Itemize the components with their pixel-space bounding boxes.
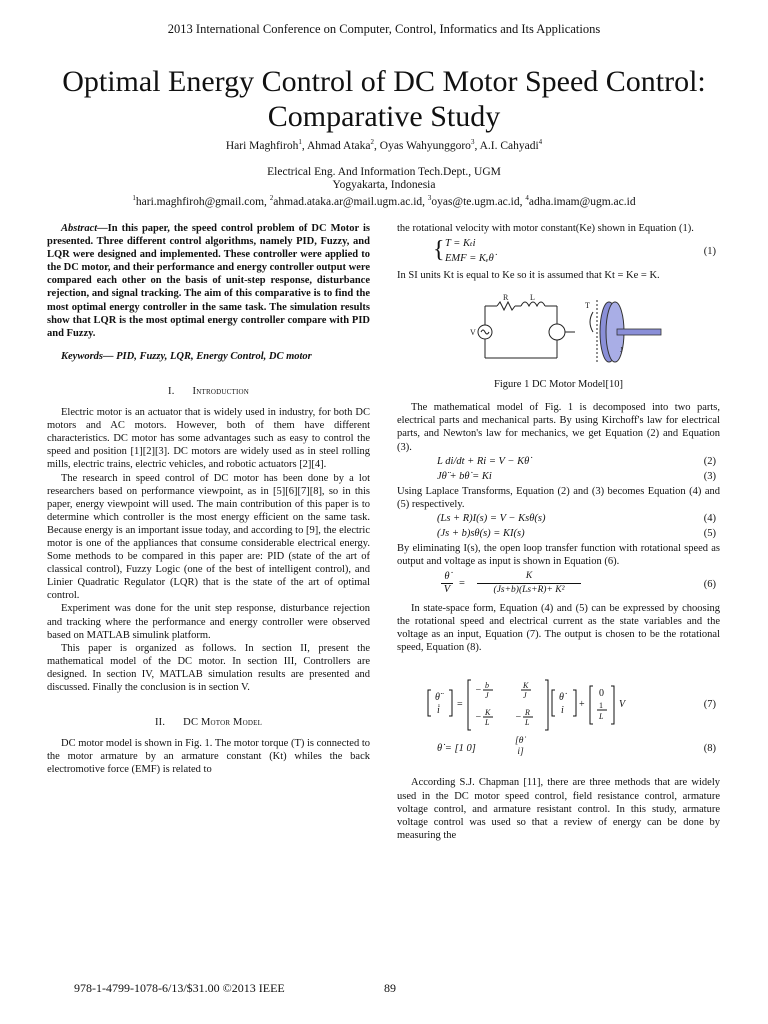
svg-text:V: V xyxy=(619,699,626,711)
author-4: A.I. Cahyadi xyxy=(479,139,539,152)
torque-label: T xyxy=(585,301,590,311)
intro-paragraph-4: This paper is organized as follows. In section II, present the mathematical model of the DC motor. In section III, Controllers are designed. In section IV, MATLAB simulation results are presented and discussed. Finally the conclusion is in section V. xyxy=(47,642,370,693)
email-2[interactable]: ahmad.ataka.ar@mail.ugm.ac.id, xyxy=(273,195,426,208)
model-paragraph-1-cont: the rotational velocity with motor constant(Ke) shown in Equation (1). xyxy=(397,223,694,234)
title-line-1: Optimal Energy Control of DC Motor Speed Control: xyxy=(62,65,706,98)
equation-3 xyxy=(397,470,720,484)
abstract-label: Abstract xyxy=(61,223,98,234)
keywords: Keywords— PID, Fuzzy, LQR, Energy Control, DC motor xyxy=(61,350,312,362)
model-paragraph-1: DC motor model is shown in Fig. 1. The motor torque (T) is connected to the motor armature by an armature constant (Kt) whiles the back electromotive force (EMF) is related to xyxy=(47,738,370,776)
email-list xyxy=(0,192,768,209)
equation-7 xyxy=(397,678,720,734)
equation-6-rhs-denominator: (Js+b)(Ls+R)+ K² xyxy=(477,583,581,597)
equation-6-lhs-denominator: V xyxy=(441,583,453,596)
affiliation xyxy=(0,166,768,209)
svg-text:−: − xyxy=(475,712,482,724)
equation-1-line-2: EMF = Kₑθ̇ xyxy=(445,253,494,265)
svg-text:L: L xyxy=(525,718,530,728)
equation-4 xyxy=(397,512,720,526)
inertia-label: J xyxy=(620,346,623,355)
svg-text:−: − xyxy=(515,712,522,724)
equation-4-number: (4) xyxy=(703,512,716,524)
email-2-sup: 2 xyxy=(269,194,274,202)
abstract-text: —In this paper, the speed control problem of DC Motor is presented. Three different control algorithms, namely PID, Fuzzy, and LQR were designed and implemented. These controller were applied to the DC motor, and their performance and energy controller output were compared each other on the basis of unit-step response, disturbance rejection, and signal tracking. The aim of this comparative is to find the most optimal energy controller in the same task. The simulation results show that LQR is the most optimal energy controller compare with PID and Fuzzy. xyxy=(47,223,370,339)
author-4-sup: 4 xyxy=(538,138,543,146)
author-2-sup: 2 xyxy=(370,138,375,146)
equation-2-number: (2) xyxy=(703,455,716,467)
svg-text:L: L xyxy=(485,718,490,728)
transfer-function-paragraph: By eliminating I(s), the open loop transfer function with rotational speed as output and voltage as input is shown in Equation (6). xyxy=(397,542,720,567)
email-4[interactable]: adha.imam@ugm.ac.id xyxy=(528,195,636,208)
svg-text:0: 0 xyxy=(599,688,604,700)
svg-text:θ̇: θ̇ xyxy=(559,692,564,704)
voltage-label: V xyxy=(470,328,476,338)
svg-text:i̇: i̇ xyxy=(437,705,440,717)
author-1-sup: 1 xyxy=(298,138,302,146)
section-2-number: II. xyxy=(154,717,166,729)
intro-paragraph-1: Electric motor is an actuator that is widely used in industry, for both DC motors and AC motors. However, both of them have different characteristics. DC motor has some advantages such as easy to control the speed and position [1][2][3]. DC motors are widely used as in steel rolling mills, electric trains, electric vehicles, and robotic actuators [2][4]. xyxy=(47,407,370,471)
section-1-title: Introduction xyxy=(192,385,249,397)
author-3: Oyas Wahyunggoro xyxy=(379,139,471,152)
svg-text:=: = xyxy=(457,699,463,711)
svg-text:1: 1 xyxy=(599,701,603,711)
email-1-sup: 1 xyxy=(132,194,136,202)
inductor-icon xyxy=(521,302,545,306)
section-2-heading xyxy=(47,716,370,729)
dc-motor-diagram xyxy=(397,292,720,372)
equation-2 xyxy=(397,455,720,469)
equation-5 xyxy=(397,527,720,541)
equation-6-lhs xyxy=(441,571,453,596)
equation-2-expr: L di/dt + Ri = V − Kθ̇ xyxy=(437,455,530,467)
equation-3-expr: Jθ̈ + bθ̇ = Ki xyxy=(437,470,492,482)
ac-wave-icon xyxy=(481,330,489,334)
svg-text:L: L xyxy=(599,712,604,722)
author-1: Hari Maghfiroh xyxy=(225,139,299,152)
state-space-matrix xyxy=(427,678,687,734)
svg-text:J: J xyxy=(523,691,527,701)
resistor-icon xyxy=(497,302,515,310)
section-2-title: DC Motor Model xyxy=(183,717,263,729)
svg-text:−: − xyxy=(475,685,482,697)
svg-text:+: + xyxy=(579,699,585,711)
svg-text:K: K xyxy=(485,708,491,718)
svg-text:J: J xyxy=(485,691,489,701)
footer-isbn: 978-1-4799-1078-6/13/$31.00 ©2013 IEEE xyxy=(74,981,285,995)
abstract xyxy=(47,222,370,340)
equation-8-expr: θ̇ = [1 0] xyxy=(437,743,476,755)
equation-6-number: (6) xyxy=(703,579,716,591)
author-3-sup: 3 xyxy=(470,138,475,146)
affiliation-dept: Electrical Eng. And Information Tech.Dept., UGM xyxy=(267,166,501,178)
intro-paragraph-3: Experiment was done for the unit step response, disturbance rejection and tracking where the performance and energy controller were observed based on MATLAB simulink platform. xyxy=(47,603,370,641)
circuit-schematic xyxy=(478,302,575,358)
resistor-label: R xyxy=(503,293,509,303)
equation-1-line-1: T = Kₜi xyxy=(445,238,476,250)
email-3-sup: 3 xyxy=(427,194,432,202)
motor-icon xyxy=(549,324,565,340)
rotor-assembly xyxy=(590,300,661,364)
email-1[interactable]: hari.maghfiroh@gmail.com, xyxy=(135,195,267,208)
model-paragraph-2: The mathematical model of Fig. 1 is decomposed into two parts, electrical parts and mechanical parts. By using Kirchoff's law for electrical parts, and Newton's law for mechanics, we get Equation (2) and Equation (3). xyxy=(397,402,720,453)
author-2: Ahmad Ataka xyxy=(306,139,371,152)
equation-6: $\frac{\thetȧ}{V}$ = $\frac{K}{\text{(Js+b)(Ls+R)+ K²}}$ (6) xyxy=(397,571,720,599)
figure-1-caption: Figure 1 DC Motor Model[10] xyxy=(494,379,623,391)
right-column xyxy=(397,222,720,842)
equation-8-number: (8) xyxy=(703,743,716,755)
email-3[interactable]: oyas@te.ugm.ac.id, xyxy=(431,195,523,208)
equation-6-rhs xyxy=(477,570,581,597)
affiliation-city: Yogyakarta, Indonesia xyxy=(332,179,436,191)
equation-6-lhs-numerator: θ̇ xyxy=(444,571,450,583)
equation-8-vector: [θ̇ i] xyxy=(515,736,524,758)
section-1-heading xyxy=(47,385,370,398)
section-1-number: I. xyxy=(168,385,175,397)
conference-header: 2013 International Conference on Computer, Control, Informatics and Its Applications xyxy=(167,22,601,36)
email-4-sup: 4 xyxy=(525,194,529,202)
title-line-2: Comparative Study xyxy=(267,100,501,133)
left-column xyxy=(47,222,370,776)
equation-7-number: (7) xyxy=(703,699,716,711)
equation-3-number: (3) xyxy=(703,470,716,482)
rotation-arrow-icon xyxy=(590,312,593,332)
equation-1-brace: { xyxy=(433,237,445,264)
equation-1-number: (1) xyxy=(703,246,716,258)
svg-text:K: K xyxy=(523,681,529,691)
paper-title xyxy=(20,64,748,134)
page-number: 89 xyxy=(384,981,396,995)
dc-motor-figure xyxy=(397,292,720,372)
state-space-paragraph: In state-space form, Equation (4) and (5) can be expressed by choosing the rotational speed and electrical current as the state variables and the voltage as an input, Equation (7). The output is chosen to be the rotational speed, Equation (8). xyxy=(397,603,720,654)
svg-text:θ̈: θ̈ xyxy=(435,692,440,704)
equation-5-number: (5) xyxy=(703,527,716,539)
author-list: Hari Maghfiroh$^1$, Ahmad Ataka$^2$, Oyas Wahyunggoro$^3$, A.I. Cahyadi$^4$ xyxy=(225,138,543,152)
equation-6-rhs-numerator: K xyxy=(525,571,533,582)
equation-4-expr: (Ls + R)I(s) = V − Ksθ(s) xyxy=(437,512,546,524)
equation-1 xyxy=(397,237,720,267)
svg-text:i: i xyxy=(561,705,564,717)
equation-5-expr: (Js + b)sθ(s) = KI(s) xyxy=(437,527,525,539)
equation-8 xyxy=(397,736,720,762)
shaft-icon xyxy=(617,329,661,335)
svg-text:R: R xyxy=(525,708,530,718)
inductor-label: L xyxy=(530,293,535,303)
intro-paragraph-2: The research in speed control of DC motor has been done by a lot researchers based on performance viewpoint, as in [5][6][7][8], so in this paper, energy viewpoint will used. The main contribution of this paper is to determine which controller is the most energy efficient on the same task. Because energy is an important issue today, and according to [9], the electric motor is one of the appliances that consume considerable electrical energy. Some methods to be compared in this paper are: PID (state of the art of classical control), Fuzzy Logic (one of the best of intelligent control), and Linier Quadratic Regulator (LQR) that is the state of the art of optimal control. xyxy=(47,472,370,602)
si-units-paragraph: In SI units Kt is equal to Ke so it is assumed that Kt = Ke = K. xyxy=(397,270,660,282)
svg-text:b: b xyxy=(485,681,489,691)
laplace-paragraph: Using Laplace Transforms, Equation (2) and (3) becomes Equation (4) and (5) respectively. xyxy=(397,485,720,510)
speed-control-paragraph: According S.J. Chapman [11], there are three methods that are widely used in the DC motor speed control, field resistance control, armature voltage control, and armature resistant control. In this study, armature voltage control was used so that a review of energy can be done by measuring the xyxy=(397,777,720,841)
